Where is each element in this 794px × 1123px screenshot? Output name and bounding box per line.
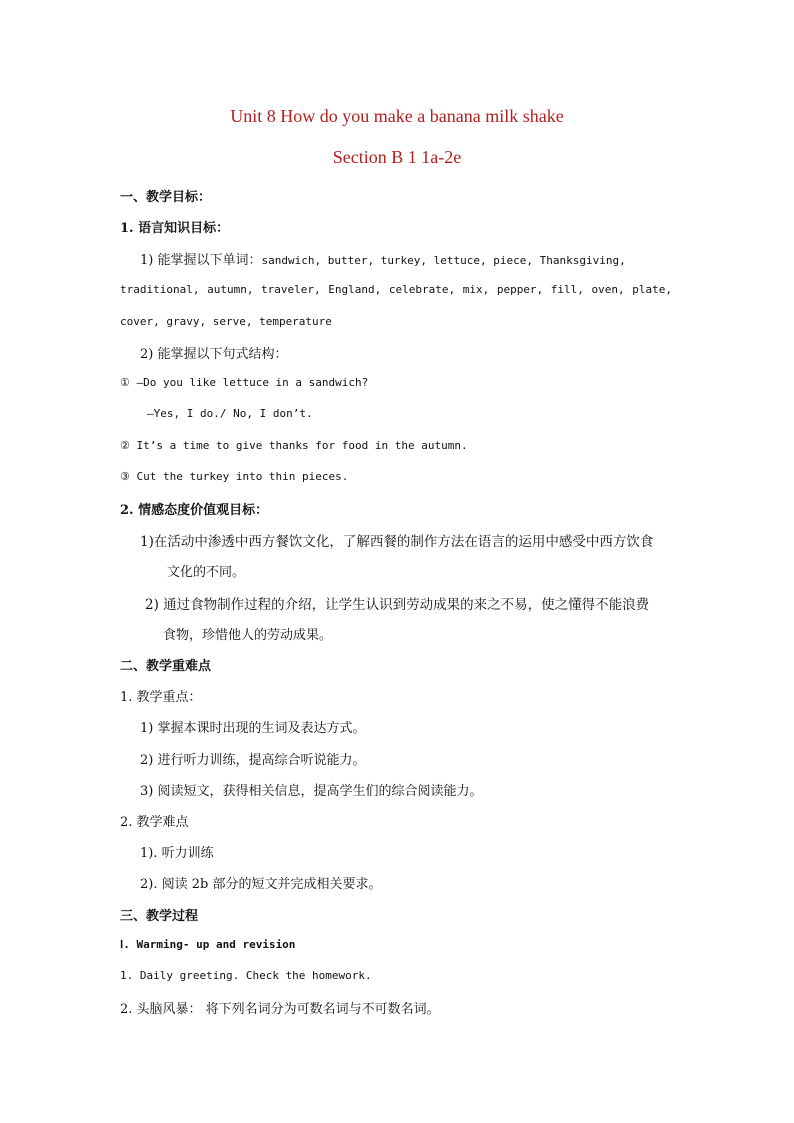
emotion-goals-heading: 2. 情感态度价值观目标： bbox=[120, 503, 269, 518]
document-subtitle: Section B 1 1a-2e bbox=[332, 147, 462, 167]
example-answer-1: —Yes, I do./ No, I don’t. bbox=[147, 407, 313, 420]
vocab-line-1 bbox=[140, 249, 626, 268]
example-question-1: ① —Do you like lettuce in a sandwich? bbox=[120, 376, 369, 389]
difficult-point-2: 2). 阅读 2b 部分的短文并完成相关要求。 bbox=[140, 877, 382, 892]
emotion-goal-2-cont: 食物，珍惜他人的劳动成果。 bbox=[163, 628, 333, 643]
key-point-1: 1) 掌握本课时出现的生词及表达方式。 bbox=[140, 721, 366, 736]
example-sentence-2: ② It’s a time to give thanks for food in the autumn. bbox=[120, 439, 468, 452]
warming-up-heading: Ⅰ. Warming- up and revision bbox=[120, 938, 296, 951]
emotion-goal-2: 2) 通过食物制作过程的介绍，让学生认识到劳动成果的来之不易，使之懂得不能浪费 bbox=[145, 597, 650, 613]
language-goals-heading: 1. 语言知识目标： bbox=[120, 221, 230, 236]
step-brainstorm: 2. 头脑风暴： 将下列名词分为可数名词与不可数名词。 bbox=[120, 1002, 440, 1017]
key-points-label: 1. 教学重点： bbox=[120, 690, 202, 705]
key-point-3: 3) 阅读短文，获得相关信息，提高学生们的综合阅读能力。 bbox=[140, 784, 483, 799]
section-2-heading: 二、教学重难点 bbox=[120, 659, 212, 674]
emotion-goal-1-cont: 文化的不同。 bbox=[167, 565, 246, 580]
section-1-heading: 一、教学目标： bbox=[120, 190, 212, 205]
key-point-2: 2) 进行听力训练，提高综合听说能力。 bbox=[140, 753, 366, 768]
difficult-points-label: 2. 教学难点 bbox=[120, 815, 189, 830]
document-title: Unit 8 How do you make a banana milk shake bbox=[230, 106, 564, 126]
vocab-words-1: sandwich, butter, turkey, lettuce, piece, Thanksgiving, bbox=[261, 254, 626, 267]
vocab-line-2: traditional, autumn, traveler, England, celebrate, mix, pepper, fill, oven, plate, bbox=[120, 283, 672, 296]
example-sentence-3: ③ Cut the turkey into thin pieces. bbox=[120, 470, 349, 483]
vocab-label: 1) 能掌握以下单词： bbox=[140, 253, 262, 268]
sentence-goals-label: 2) 能掌握以下句式结构： bbox=[140, 347, 288, 362]
section-3-heading: 三、教学过程 bbox=[120, 909, 199, 924]
difficult-point-1: 1). 听力训练 bbox=[140, 846, 214, 861]
step-daily-greeting: 1. Daily greeting. Check the homework. bbox=[120, 969, 372, 982]
vocab-line-3: cover, gravy, serve, temperature bbox=[120, 315, 332, 328]
emotion-goal-1: 1)在活动中渗透中西方餐饮文化，了解西餐的制作方法在语言的运用中感受中西方饮食 bbox=[140, 534, 654, 550]
